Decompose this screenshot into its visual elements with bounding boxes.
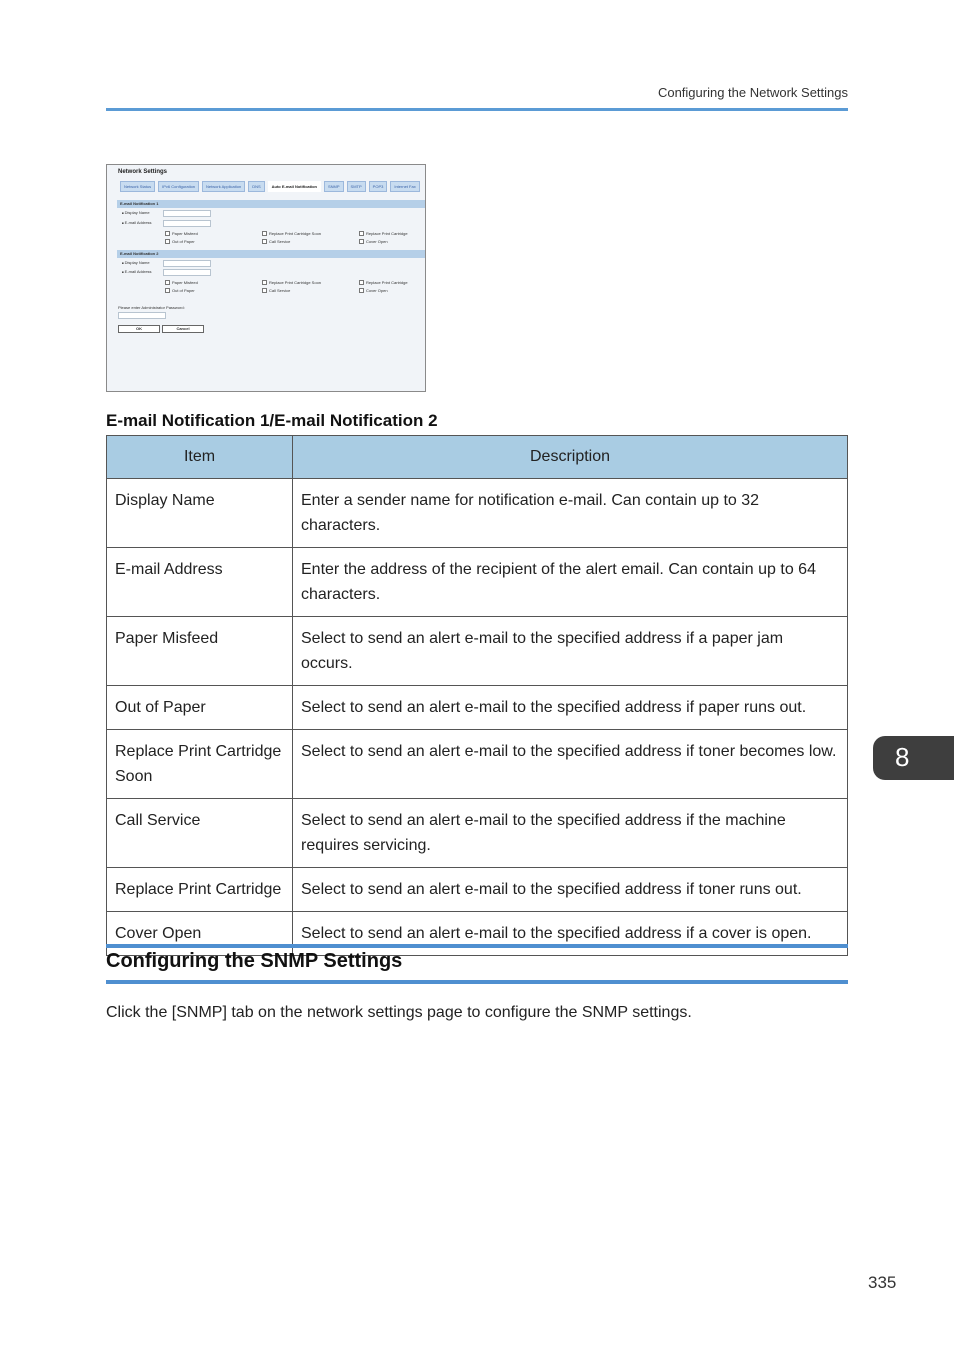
email-address-label-2: ■ E-mail Address (122, 269, 152, 274)
row-description: Enter a sender name for notification e-mail. Can contain up to 32 characters. (293, 479, 848, 548)
display-name-input-1[interactable] (163, 210, 211, 217)
table-row (107, 912, 848, 956)
ok-button[interactable]: OK (118, 325, 160, 333)
row-item: Display Name (107, 479, 293, 548)
table-header-row (107, 436, 848, 479)
email-address-label-1: ■ E-mail Address (122, 220, 152, 225)
row-item: Paper Misfeed (107, 617, 293, 686)
row-item: Replace Print Cartridge (107, 868, 293, 912)
tab-network-status[interactable]: Network Status (120, 181, 155, 192)
check-cover-open-2[interactable]: Cover Open (359, 288, 388, 293)
check-call-service-1[interactable]: Call Service (262, 239, 290, 244)
check-call-service-2[interactable]: Call Service (262, 288, 290, 293)
table-row (107, 548, 848, 617)
section-title: Configuring the SNMP Settings (106, 950, 403, 972)
check-replace-cartridge-soon-2[interactable]: Replace Print Cartridge Soon (262, 280, 321, 285)
running-header: Configuring the Network Settings (657, 85, 848, 100)
table-caption: E-mail Notification 1/E-mail Notification 2 (106, 411, 438, 430)
tab-ipv6-configuration[interactable]: IPv6 Configuration (158, 181, 199, 192)
password-label: Please enter Administrator Password: (118, 305, 185, 310)
row-description: Select to send an alert e-mail to the specified address if a paper jam occurs. (293, 617, 848, 686)
notification-items-table (106, 435, 848, 956)
row-description: Select to send an alert e-mail to the specified address if paper runs out. (293, 686, 848, 730)
table-row (107, 868, 848, 912)
check-out-of-paper-1[interactable]: Out of Paper (165, 239, 195, 244)
section-body-text: Click the [SNMP] tab on the network settings page to configure the SNMP settings. (106, 1004, 692, 1021)
check-paper-misfeed-1[interactable]: Paper Misfeed (165, 231, 198, 236)
row-description: Select to send an alert e-mail to the specified address if toner becomes low. (293, 730, 848, 799)
tab-snmp[interactable]: SNMP (324, 181, 344, 192)
table-row (107, 617, 848, 686)
section-band-notification-1: E-mail Notification 1 (117, 200, 425, 208)
check-out-of-paper-2[interactable]: Out of Paper (165, 288, 195, 293)
section-rule-top (106, 944, 848, 948)
check-replace-cartridge-1[interactable]: Replace Print Cartridge (359, 231, 408, 236)
tab-dns[interactable]: DNS (248, 181, 264, 192)
row-item: Call Service (107, 799, 293, 868)
row-description: Enter the address of the recipient of the alert email. Can contain up to 64 characters. (293, 548, 848, 617)
header-rule (106, 108, 848, 111)
table-row (107, 730, 848, 799)
table-row (107, 799, 848, 868)
section-rule-bottom (106, 980, 848, 984)
display-name-label-2: ■ Display Name (122, 260, 150, 265)
email-address-input-1[interactable] (163, 220, 211, 227)
chapter-tab (873, 736, 954, 780)
section-band-notification-2: E-mail Notification 2 (117, 250, 425, 258)
tab-smtp[interactable]: SMTP (347, 181, 366, 192)
check-replace-cartridge-2[interactable]: Replace Print Cartridge (359, 280, 408, 285)
page-number: 335 (868, 1273, 897, 1292)
check-replace-cartridge-soon-1[interactable]: Replace Print Cartridge Soon (262, 231, 321, 236)
row-item: Cover Open (107, 912, 293, 956)
header-description: Description (293, 436, 848, 479)
screenshot-title: Network Settings (118, 169, 168, 175)
network-settings-screenshot (106, 164, 426, 392)
tab-network-application[interactable]: Network Application (202, 181, 245, 192)
email-address-input-2[interactable] (163, 269, 211, 276)
cancel-button[interactable]: Cancel (162, 325, 204, 333)
table-row (107, 479, 848, 548)
tab-pop3[interactable]: POP3 (369, 181, 388, 192)
header-item: Item (107, 436, 293, 479)
row-description: Select to send an alert e-mail to the specified address if a cover is open. (293, 912, 848, 956)
row-item: Out of Paper (107, 686, 293, 730)
check-cover-open-1[interactable]: Cover Open (359, 239, 388, 244)
table-row (107, 686, 848, 730)
row-description: Select to send an alert e-mail to the specified address if the machine requires servicing. (293, 799, 848, 868)
check-paper-misfeed-2[interactable]: Paper Misfeed (165, 280, 198, 285)
row-item: Replace Print Cartridge Soon (107, 730, 293, 799)
display-name-input-2[interactable] (163, 260, 211, 267)
tab-auto-email-notification[interactable]: Auto E-mail Notification (268, 181, 321, 192)
row-item: E-mail Address (107, 548, 293, 617)
screenshot-tabs (120, 181, 420, 191)
row-description: Select to send an alert e-mail to the specified address if toner runs out. (293, 868, 848, 912)
password-input[interactable] (118, 312, 166, 319)
tab-internet-fax[interactable]: Internet Fax (390, 181, 419, 192)
chapter-number: 8 (895, 742, 910, 772)
display-name-label-1: ■ Display Name (122, 210, 150, 215)
